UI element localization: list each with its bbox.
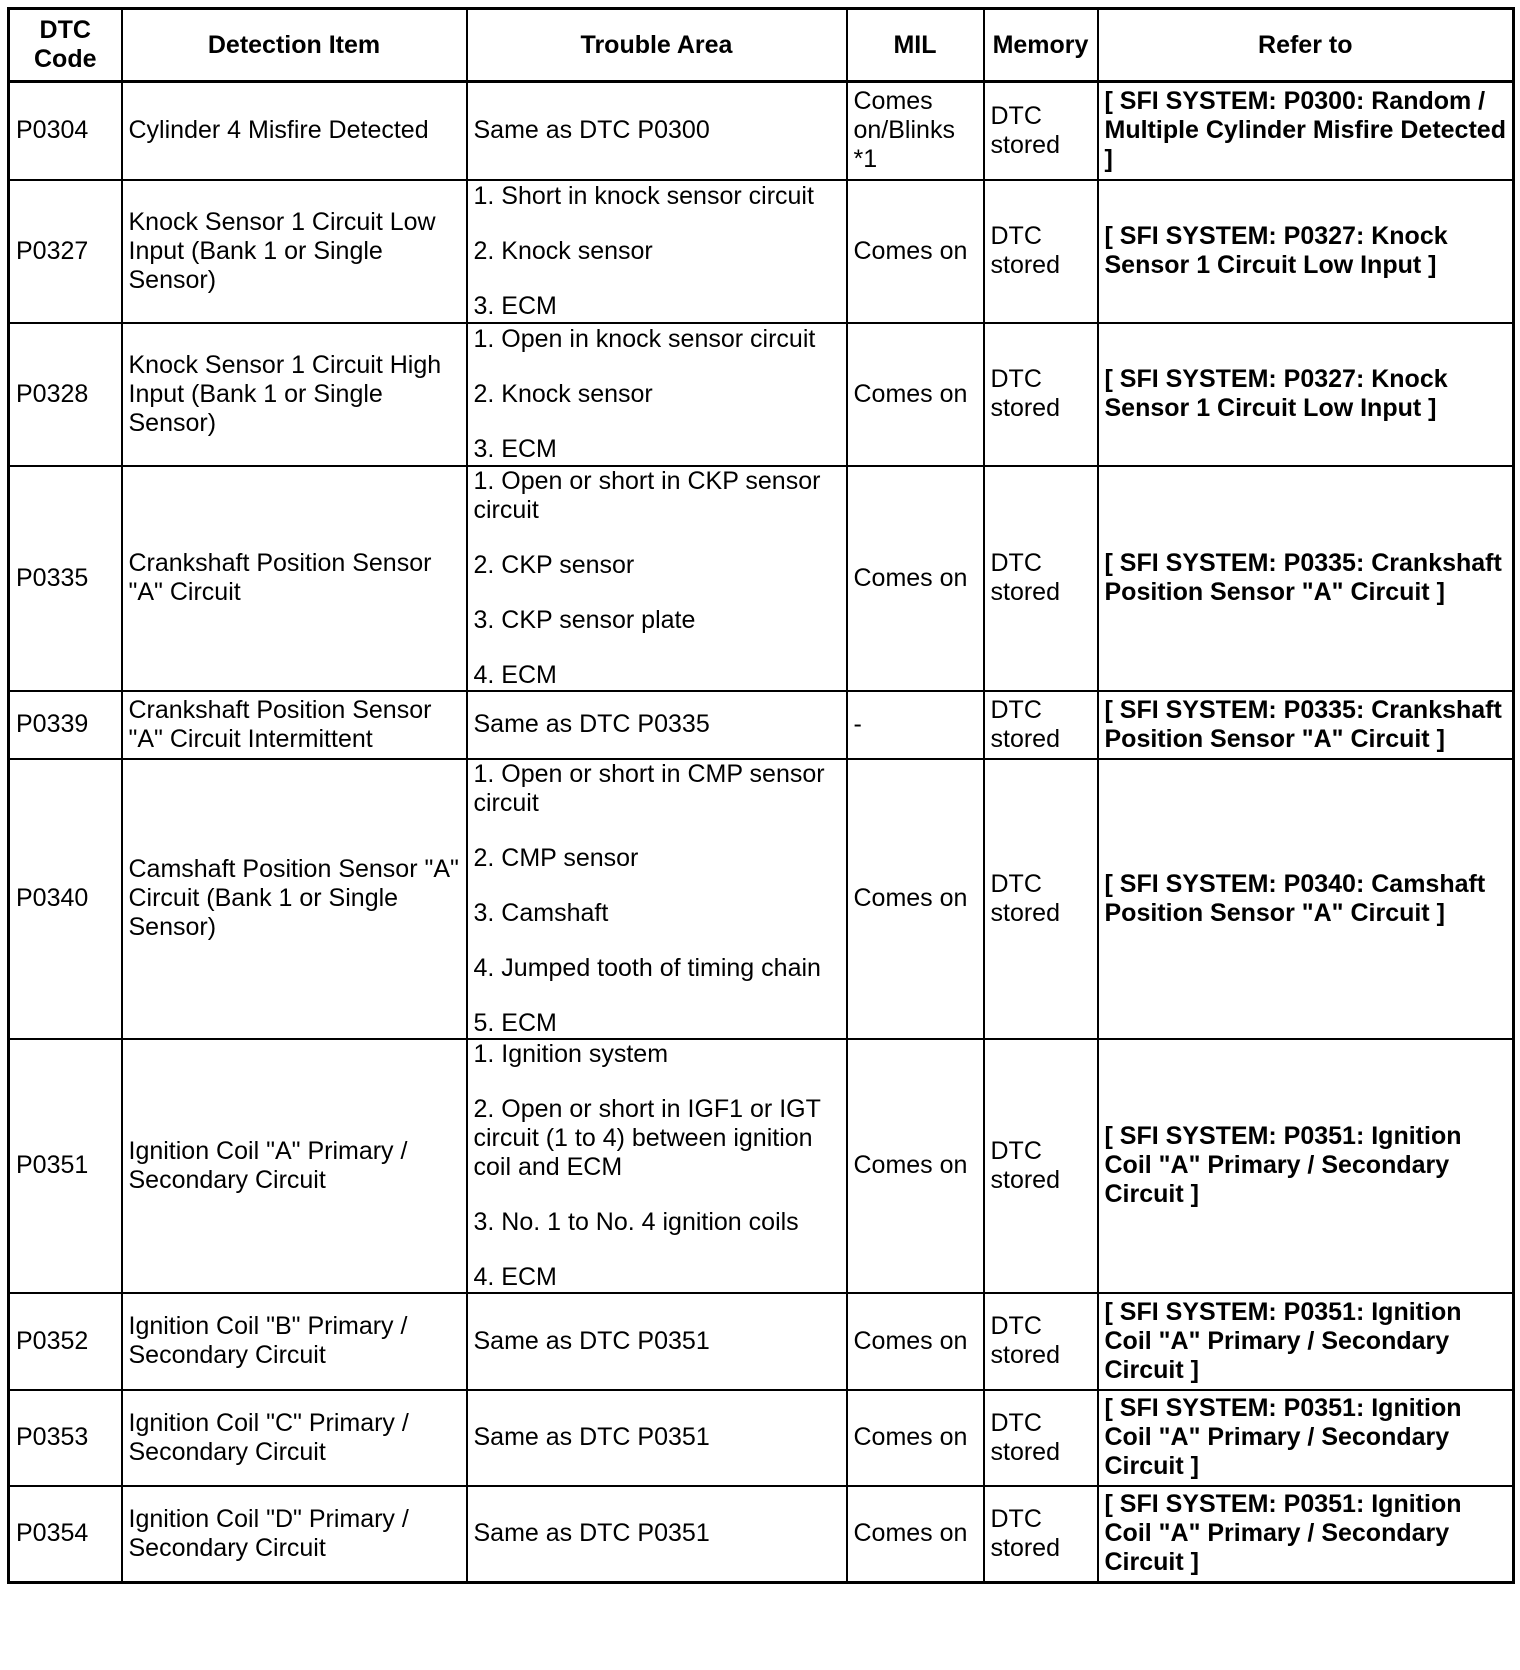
- table-row: [9, 466, 1514, 691]
- detection-item-cell: Ignition Coil "D" Primary / Secondary Circuit: [122, 1486, 467, 1583]
- memory-cell: DTC stored: [984, 1390, 1098, 1486]
- trouble-area-item: 2. CKP sensor: [473, 550, 635, 579]
- mil-cell: Comes on: [847, 466, 984, 691]
- memory-cell: DTC stored: [984, 1486, 1098, 1583]
- trouble-area-cell: [467, 466, 847, 691]
- trouble-area-cell: [467, 1486, 847, 1583]
- header-row: [9, 9, 1514, 82]
- trouble-area-item: Same as DTC P0351: [473, 1423, 710, 1451]
- trouble-area-item: Same as DTC P0351: [473, 1326, 710, 1355]
- refer-to-cell: [ SFI SYSTEM: P0335: Crankshaft Position Sensor "A" Circuit ]: [1098, 466, 1514, 691]
- mil-cell: Comes on: [847, 1039, 984, 1293]
- header-dtc-code-line: DTC: [39, 16, 91, 44]
- memory-cell: DTC stored: [984, 323, 1098, 466]
- dtc-code-cell: P0352: [9, 1293, 122, 1390]
- mil-cell: Comes on/Blinks *1: [847, 82, 984, 180]
- refer-to-cell: [ SFI SYSTEM: P0340: Camshaft Position Sensor "A" Circuit ]: [1098, 759, 1514, 1039]
- detection-item-cell: Knock Sensor 1 Circuit Low Input (Bank 1 or Single Sensor): [122, 180, 467, 323]
- trouble-area-item: 2. CMP sensor: [473, 843, 639, 872]
- header-dtc-code: [9, 9, 122, 82]
- trouble-area-cell: [467, 691, 847, 759]
- mil-cell: Comes on: [847, 180, 984, 323]
- header-detection-item: Detection Item: [122, 9, 467, 82]
- trouble-area-item: Same as DTC P0300: [473, 116, 710, 145]
- trouble-area-cell: [467, 323, 847, 466]
- dtc-table: [7, 7, 1515, 1584]
- mil-cell: Comes on: [847, 759, 984, 1039]
- trouble-area-item: 2. Knock sensor: [473, 379, 653, 408]
- trouble-area-item: 4. ECM: [473, 1262, 557, 1291]
- memory-cell: DTC stored: [984, 82, 1098, 180]
- refer-to-cell: [ SFI SYSTEM: P0351: Ignition Coil "A" Primary / Secondary Circuit ]: [1098, 1293, 1514, 1390]
- detection-item-cell: Camshaft Position Sensor "A" Circuit (Bank 1 or Single Sensor): [122, 759, 467, 1039]
- trouble-area-cell: [467, 1039, 847, 1293]
- trouble-area-item: 1. Open or short in CKP sensor circuit: [473, 466, 821, 524]
- table-row: [9, 759, 1514, 1039]
- detection-item-cell: Cylinder 4 Misfire Detected: [122, 82, 467, 180]
- detection-item-cell: Crankshaft Position Sensor "A" Circuit: [122, 466, 467, 691]
- dtc-code-cell: P0340: [9, 759, 122, 1039]
- detection-item-cell: Ignition Coil "B" Primary / Secondary Circuit: [122, 1293, 467, 1390]
- table-row: [9, 1390, 1514, 1486]
- header-refer-to: Refer to: [1098, 9, 1514, 82]
- trouble-area-item: 4. Jumped tooth of timing chain: [473, 953, 821, 982]
- header-memory: Memory: [984, 9, 1098, 82]
- table-row: [9, 1293, 1514, 1390]
- memory-cell: DTC stored: [984, 1039, 1098, 1293]
- refer-to-cell: [ SFI SYSTEM: P0335: Crankshaft Position Sensor "A" Circuit ]: [1098, 691, 1514, 759]
- mil-cell: Comes on: [847, 1486, 984, 1583]
- trouble-area-item: 2. Knock sensor: [473, 236, 653, 265]
- memory-cell: DTC stored: [984, 759, 1098, 1039]
- dtc-code-cell: P0353: [9, 1390, 122, 1486]
- trouble-area-item: 1. Open in knock sensor circuit: [473, 324, 816, 353]
- header-trouble-area: Trouble Area: [467, 9, 847, 82]
- trouble-area-item: 1. Open or short in CMP sensor circuit: [473, 759, 825, 817]
- trouble-area-item: 3. No. 1 to No. 4 ignition coils: [473, 1207, 799, 1236]
- trouble-area-item: 3. ECM: [473, 434, 557, 463]
- memory-cell: DTC stored: [984, 466, 1098, 691]
- detection-item-cell: Ignition Coil "A" Primary / Secondary Circuit: [122, 1039, 467, 1293]
- refer-to-cell: [ SFI SYSTEM: P0327: Knock Sensor 1 Circuit Low Input ]: [1098, 323, 1514, 466]
- dtc-code-cell: P0328: [9, 323, 122, 466]
- trouble-area-item: 5. ECM: [473, 1008, 557, 1037]
- detection-item-cell: Crankshaft Position Sensor "A" Circuit Intermittent: [122, 691, 467, 759]
- trouble-area-cell: [467, 1390, 847, 1486]
- detection-item-cell: Ignition Coil "C" Primary / Secondary Circuit: [122, 1390, 467, 1486]
- trouble-area-item: 4. ECM: [473, 660, 557, 689]
- header-dtc-code-line: Code: [34, 45, 97, 73]
- refer-to-cell: [ SFI SYSTEM: P0351: Ignition Coil "A" Primary / Secondary Circuit ]: [1098, 1390, 1514, 1486]
- trouble-area-item: 2. Open or short in IGF1 or IGT circuit (1 to 4) between ignition coil and ECM: [473, 1094, 821, 1181]
- trouble-area-item: 3. CKP sensor plate: [473, 605, 696, 634]
- memory-cell: DTC stored: [984, 180, 1098, 323]
- table-body: [9, 82, 1514, 1583]
- dtc-code-cell: P0351: [9, 1039, 122, 1293]
- trouble-area-item: 1. Short in knock sensor circuit: [473, 181, 814, 210]
- mil-cell: Comes on: [847, 1390, 984, 1486]
- refer-to-cell: [ SFI SYSTEM: P0300: Random / Multiple Cylinder Misfire Detected ]: [1098, 82, 1514, 180]
- mil-cell: -: [847, 691, 984, 759]
- trouble-area-item: 3. Camshaft: [473, 898, 609, 927]
- document-page: [7, 7, 1515, 1584]
- trouble-area-cell: [467, 1293, 847, 1390]
- trouble-area-cell: [467, 759, 847, 1039]
- dtc-code-cell: P0327: [9, 180, 122, 323]
- dtc-code-cell: P0335: [9, 466, 122, 691]
- table-row: [9, 180, 1514, 323]
- refer-to-cell: [ SFI SYSTEM: P0351: Ignition Coil "A" Primary / Secondary Circuit ]: [1098, 1486, 1514, 1583]
- detection-item-cell: Knock Sensor 1 Circuit High Input (Bank 1 or Single Sensor): [122, 323, 467, 466]
- mil-cell: Comes on: [847, 1293, 984, 1390]
- header-mil: MIL: [847, 9, 984, 82]
- mil-cell: Comes on: [847, 323, 984, 466]
- table-row: [9, 82, 1514, 180]
- dtc-code-cell: P0304: [9, 82, 122, 180]
- table-row: [9, 691, 1514, 759]
- table-row: [9, 1486, 1514, 1583]
- memory-cell: DTC stored: [984, 691, 1098, 759]
- trouble-area-cell: [467, 82, 847, 180]
- trouble-area-item: Same as DTC P0351: [473, 1519, 710, 1548]
- dtc-code-cell: P0339: [9, 691, 122, 759]
- table-row: [9, 323, 1514, 466]
- refer-to-cell: [ SFI SYSTEM: P0351: Ignition Coil "A" Primary / Secondary Circuit ]: [1098, 1039, 1514, 1293]
- trouble-area-item: Same as DTC P0335: [473, 710, 710, 738]
- table-header: [9, 9, 1514, 82]
- dtc-code-cell: P0354: [9, 1486, 122, 1583]
- trouble-area-item: 3. ECM: [473, 291, 557, 320]
- trouble-area-cell: [467, 180, 847, 323]
- memory-cell: DTC stored: [984, 1293, 1098, 1390]
- refer-to-cell: [ SFI SYSTEM: P0327: Knock Sensor 1 Circuit Low Input ]: [1098, 180, 1514, 323]
- trouble-area-item: 1. Ignition system: [473, 1039, 669, 1068]
- table-row: [9, 1039, 1514, 1293]
